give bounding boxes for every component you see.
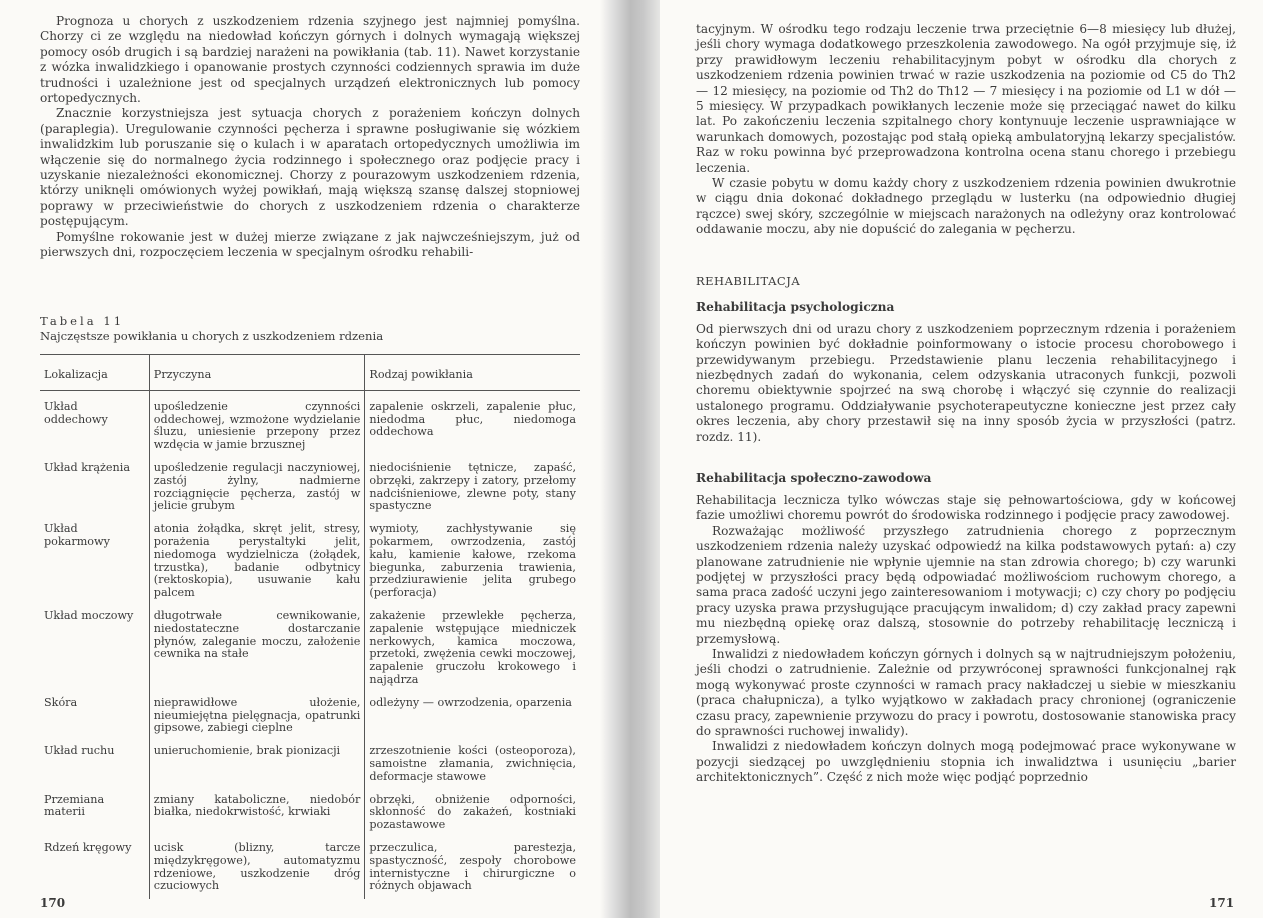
section-title: REHABILITACJA (696, 273, 801, 288)
subsection-title-psychological: Rehabilitacja psychologiczna (696, 299, 895, 314)
header-przyczyna: Przyczyna (149, 355, 365, 391)
table-cell-location: Skóra (44, 695, 78, 709)
left-paragraph-1: Prognoza u chorych z uszkodzeniem rdzenia szyjnego jest najmniej pomyślna. Chorzy ci ze względu na niedowład kończyn górnych i dolnych wymagają większej pomocy osób drugich i są bardziej narażeni na powikłania (tab. 11). Nawet korzystanie z wózka inwalidzkiego i opanowanie prostych czynności codziennych sprawia im duże trudności i uzależnione jest od specjalnych urządzeń elektronicznych lub pomocy ortopedycznych. (40, 14, 580, 106)
right-paragraph-1: tacyjnym. W ośrodku tego rodzaju leczenie trwa przeciętnie 6—8 miesięcy lub dłużej, jeśli chory wymaga dodatkowego przeszkolenia zawodowego. Na ogół przyjmuje się, iż przy prawidłowym leczeniu rehabilitacyjnym pobyt w ośrodku dla chorych z uszkodzeniem rdzenia powinien trwać w razie uszkodzenia na poziomie od C5 do Th2 — 12 miesięcy, na poziomie od Th2 do Th12 — 7 miesięcy i na poziomie od L1 w dół — 5 miesięcy. W przypadkach powikłanych leczenie może się przeciągać nawet do kilku lat. Po zakończeniu leczenia szpitalnego chory kontynuuje leczenie usprawniające w warunkach domowych, pozostając pod stałą opieką ambulatoryjną lekarzy specjalistów. Raz w roku powinna być przeprowadzona kontrolna ocena stanu chorego i przebiegu leczenia. (696, 22, 1236, 175)
table-cell-location: Układ oddechowy (44, 399, 108, 426)
table-cell-location: Układ pokarmowy (44, 522, 110, 548)
left-page-number: 170 (40, 896, 66, 910)
table-row (40, 606, 580, 693)
table-row (40, 458, 580, 519)
table-cell-cause: ucisk (blizny, tarcze międzykręgowe), automatyzmu rdzeniowe, uszkodzenie dróg czuciowych (149, 838, 365, 899)
header-rodzaj: Rodzaj powikłania (365, 355, 580, 391)
table-cell-cause: długotrwałe cewnikowanie, niedostateczne dostarczanie płynów, zaleganie moczu, założenie cewnika na stałe (149, 606, 365, 693)
social-paragraph-3: Inwalidzi z niedowładem kończyn górnych i dolnych są w najtrudniejszym położeniu, jeśli chodzi o zatrudnienie. Zależnie od przywróconej sprawności funkcjonalnej rąk mogą wykonywać proste czynności w ramach pracy nakładczej u siebie w mieszkaniu (praca chałupnicza), a tylko wyjątkowo w zakładach pracy chronionej (ograniczenie czasu pracy, zapewnienie przywozu do pracy i powrotu, dostosowanie stanowiska pracy do sprawności ruchowej inwalidy). (696, 647, 1236, 739)
social-paragraph-1: Rehabilitacja lecznicza tylko wówczas staje się pełnowartościowa, gdy w końcowej fazie umożliwi choremu powrót do środowiska rodzinnego i podjęcie pracy zawodowej. (696, 492, 1236, 523)
table-header-row (40, 355, 580, 391)
table-cell-cause: unieruchomienie, brak pionizacji (149, 741, 365, 789)
table-cell-complication: wymioty, zachłystywanie się pokarmem, owrzodzenia, zastój kału, kamienie kałowe, rzekoma biegunka, zaburzenia trawienia, przedziurawienie jelita grubego (perforacja) (369, 522, 576, 600)
table-cell-complication: zrzeszotnienie kości (osteoporoza), samoistne złamania, zwichnięcia, deformacje stawowe (369, 744, 576, 783)
social-paragraph-2: Rozważając możliwość przyszłego zatrudnienia chorego z poprzecznym uszkodzeniem rdzenia należy uzyskać odpowiedź na kilka podstawowych pytań: a) czy planowane zatrudnienie nie wpłynie ujemnie na stan zdrowia chorego; b) czy warunki podjętej w przyszłości pracy będą odpowiadać możliwościom ruchowym chorego, a sama praca zadość uczyni jego zainteresowaniom i motywacji; c) czy chory po podjęciu pracy uzyska prawa przysługujące pracującym inwalidom; d) czy zakład pracy zapewni mu niezbędną opiekę oraz dalszą, stosownie do potrzeby rehabilitację leczniczą i przemysłową. (696, 523, 1236, 646)
table-cell-cause: upośledzenie czynności oddechowej, wzmożone wydzielanie śluzu, uniesienie przepony przez wzdęcia w jamie brzusznej (149, 390, 365, 458)
table-cell-complication: zapalenie oskrzeli, zapalenie płuc, niedodma płuc, niedomoga oddechowa (369, 399, 576, 439)
right-page-number: 171 (1209, 896, 1235, 910)
left-paragraph-2: Znacznie korzystniejsza jest sytuacja chorych z porażeniem kończyn dolnych (paraplegia). Uregulowanie czynności pęcherza i sprawne posługiwanie się wózkiem inwalidzkim lub poruszanie się o kulach i w aparatach ortopedycznych umożliwia im włączenie się do normalnego życia rodzinnego i społecznego oraz podjęcie pracy i uzyskanie niezależności ekonomicznej. Chorzy z pourazowym uszkodzeniem rdzenia, którzy uniknęli omówionych wyżej powikłań, mają większą szansę dalszej stopniowej poprawy w przeciwieństwie do chorych z uszkodzeniem rdzenia o charakterze postępującym. (40, 106, 580, 229)
table-cell-location: Układ ruchu (44, 744, 115, 758)
table-cell-complication: niedociśnienie tętnicze, zapaść, obrzęki, zakrzepy i zatory, przełomy nadciśnieniowe, zlewne poty, stany spastyczne (369, 460, 576, 513)
right-body-text (696, 22, 1236, 786)
table-cell-cause: atonia żołądka, skręt jelit, stresy, porażenia perystaltyki jelit, niedomoga wydzielnicza (żołądek, trzustka), badanie odbytnicy (rektoskopia), usuwanie kału palcem (149, 519, 365, 606)
table-cell-location: Układ moczowy (44, 608, 134, 622)
left-paragraph-3: Pomyślne rokowanie jest w dużej mierze związane z jak najwcześniejszym, już od pierwszych dni, rozpoczęciem leczenia w specjalnym ośrodku rehabili- (40, 229, 580, 260)
table-cell-cause: upośledzenie regulacji naczyniowej, zastój żylny, nadmierne rozciągnięcie pęcherza, zastój w jelicie grubym (149, 458, 365, 519)
table-cell-location: Przemiana materii (44, 792, 105, 819)
psychological-paragraph: Od pierwszych dni od urazu chory z uszkodzeniem poprzecznym rdzenia i porażeniem kończyn powinien być dokładnie poinformowany o istocie procesu chorobowego i przewidywanym przebiegu. Przedstawienie planu leczenia rehabilitacyjnego i niezbędnych zadań do wykonania, celem odzyskania utraconych funkcji, pozwoli choremu obiektywnie spojrzeć na swą chorobę i włączyć się czynnie do realizacji ustalonego programu. Oddziaływanie psychoterapeutyczne konieczne jest przez cały okres leczenia, aby chory przestawił się na inny sposób życia w przyszłości (patrz. rozdz. 11). (696, 321, 1236, 444)
table-row (40, 741, 580, 789)
social-paragraph-4: Inwalidzi z niedowładem kończyn dolnych mogą podejmować prace wykonywane w pozycji siedzącej po uwzględnieniu stopnia ich inwalidztwa i usunięciu „barier architektonicznych”. Część z nich może więc podjąć poprzednio (696, 739, 1236, 785)
table-cell-location: Rdzeń kręgowy (44, 840, 132, 854)
table-row (40, 693, 580, 741)
table-cell-complication: odleżyny — owrzodzenia, oparzenia (369, 695, 572, 709)
left-page (0, 0, 612, 918)
table-cell-complication: przeczulica, parestezja, spastyczność, zespoły chorobowe internistyczne i chirurgiczne o różnych objawach (369, 840, 576, 893)
table-row (40, 790, 580, 838)
table-caption (40, 314, 580, 344)
table-label: Tabela 11 (40, 314, 125, 328)
table-cell-complication: zakażenie przewlekłe pęcherza, zapalenie wstępujące miedniczek nerkowych, kamica moczowa, przetoki, zwężenia cewki moczowej, zapalenie gruczołu krokowego i najądrza (369, 608, 576, 686)
subsection-title-social: Rehabilitacja społeczno-zawodowa (696, 470, 932, 485)
left-body-text (40, 14, 580, 261)
table-row (40, 838, 580, 899)
right-page (660, 0, 1263, 918)
table-cell-cause: zmiany kataboliczne, niedobór białka, niedokrwistość, krwiaki (149, 790, 365, 838)
table-row (40, 390, 580, 458)
table-cell-complication: obrzęki, obniżenie odporności, skłonność do zakażeń, kostniaki pozastawowe (369, 792, 576, 832)
table-cell-location: Układ krążenia (44, 460, 130, 474)
table-row (40, 519, 580, 606)
table-title: Najczęstsze powikłania u chorych z uszkodzeniem rdzenia (40, 329, 384, 343)
complications-table (40, 354, 580, 899)
header-lokalizacja: Lokalizacja (40, 355, 149, 391)
right-paragraph-2: W czasie pobytu w domu każdy chory z uszkodzeniem rdzenia powinien dwukrotnie w ciągu dnia dokonać dokładnego przeglądu w lusterku (na odpowiednio długiej rączce) swej skóry, szczególnie w miejscach narażonych na odleżyny oraz kontrolować oddawanie moczu, aby nie dopuścić do zalegania w pęcherzu. (696, 176, 1236, 237)
table-cell-cause: nieprawidłowe ułożenie, nieumiejętna pielęgnacja, opatrunki gipsowe, zabiegi cieplne (149, 693, 365, 741)
